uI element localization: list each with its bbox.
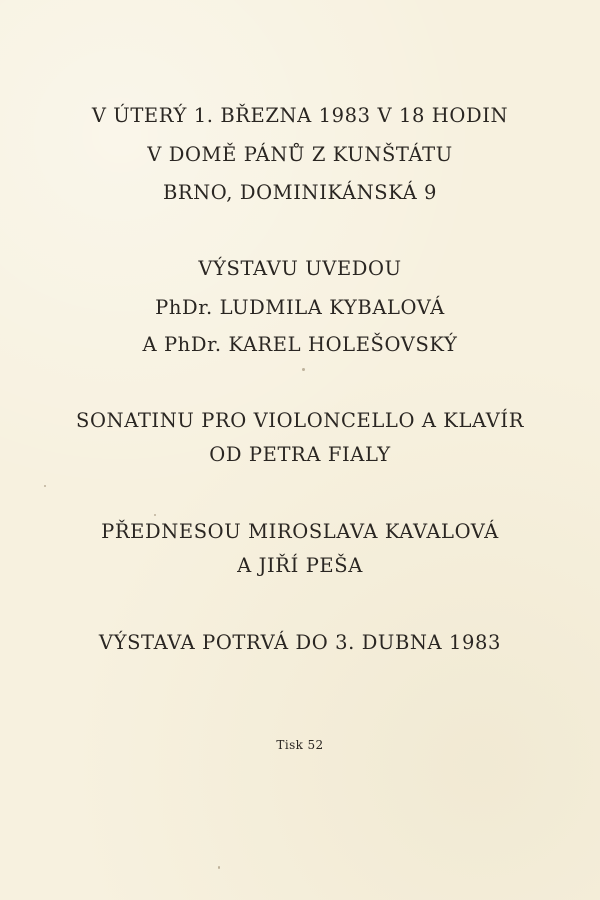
exhibition-end-line: VÝSTAVA POTRVÁ DO 3. DUBNA 1983 (98, 631, 502, 654)
print-number: Tisk 52 (276, 738, 324, 752)
paper-speck (218, 866, 220, 869)
opening-heading-line: VÝSTAVU UVEDOU (198, 257, 402, 280)
paper-speck (44, 485, 46, 487)
event-date-line: V ÚTERÝ 1. BŘEZNA 1983 V 18 HODIN (91, 104, 509, 127)
music-piece-line: SONATINU PRO VIOLONCELLO A KLAVÍR (76, 409, 524, 432)
performer-1-line: PŘEDNESOU MIROSLAVA KAVALOVÁ (101, 520, 499, 543)
music-composer-line: OD PETRA FIALY (209, 443, 391, 466)
opening-speaker-1-line: PhDr. LUDMILA KYBALOVÁ (155, 296, 445, 319)
opening-speaker-2-line: A PhDr. KAREL HOLEŠOVSKÝ (142, 333, 458, 356)
event-address-line: BRNO, DOMINIKÁNSKÁ 9 (162, 181, 438, 204)
paper-speck (302, 368, 305, 371)
performer-2-line: A JIŘÍ PEŠA (237, 554, 363, 577)
event-venue-line: V DOMĚ PÁNŮ Z KUNŠTÁTU (147, 143, 453, 166)
paper-speck (154, 514, 156, 516)
